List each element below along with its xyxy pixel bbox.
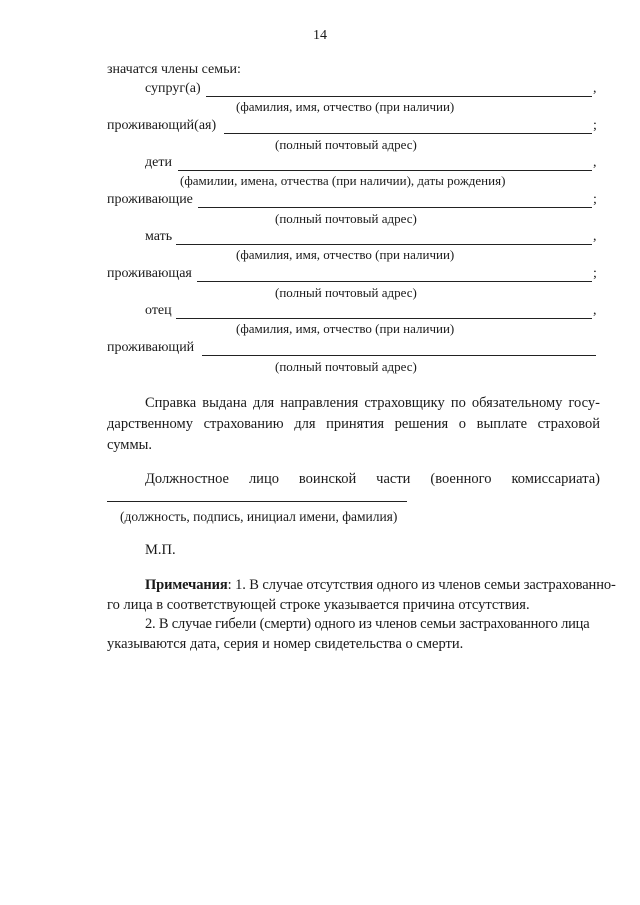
mother-caption: (фамилия, имя, отчество (при наличии): [236, 247, 455, 262]
children-line[interactable]: [178, 170, 592, 171]
page-number: 14: [313, 28, 327, 43]
official-signature-line[interactable]: [107, 501, 407, 502]
official-text: Должностное лицо воинской части (военного комиссариата): [145, 471, 600, 487]
certificate-line-2: дарственному страхованию для принятия решения о выплате страховой: [107, 416, 600, 432]
stamp-placeholder: М.П.: [145, 542, 176, 558]
children-label: дети: [145, 155, 172, 170]
spouse-address-end: ;: [593, 118, 597, 133]
notes-title: Примечания: [145, 577, 228, 593]
notes-item-1a: : 1. В случае отсутствия одного из членов семьи застрахованно-: [227, 577, 616, 593]
children-address-label: проживающие: [107, 192, 193, 207]
mother-address-end: ;: [593, 266, 597, 281]
children-address-end: ;: [593, 192, 597, 207]
spouse-end: ,: [593, 81, 597, 96]
notes-item-2b: указываются дата, серия и номер свидетельства о смерти.: [107, 636, 464, 652]
mother-line[interactable]: [176, 244, 592, 245]
father-caption: (фамилия, имя, отчество (при наличии): [236, 321, 455, 336]
father-end: ,: [593, 303, 597, 318]
children-address-line[interactable]: [198, 207, 592, 208]
father-line[interactable]: [176, 318, 592, 319]
mother-address-line[interactable]: [197, 281, 592, 282]
notes-item-1b: го лица в соответствующей строке указывается причина отсутствия.: [107, 597, 530, 613]
mother-end: ,: [593, 229, 597, 244]
children-end: ,: [593, 155, 597, 170]
spouse-label: супруг(а): [145, 81, 201, 96]
spouse-caption: (фамилия, имя, отчество (при наличии): [236, 99, 455, 114]
notes-item-2a: 2. В случае гибели (смерти) одного из членов семьи застрахованного лица: [145, 616, 590, 632]
father-address-caption: (полный почтовый адрес): [275, 359, 417, 374]
spouse-line[interactable]: [206, 96, 592, 97]
certificate-line-1: Справка выдана для направления страховщику по обязательному госу-: [145, 395, 600, 411]
spouse-address-line[interactable]: [224, 133, 592, 134]
children-address-caption: (полный почтовый адрес): [275, 211, 417, 226]
mother-address-label: проживающая: [107, 266, 192, 281]
spouse-address-caption: (полный почтовый адрес): [275, 137, 417, 152]
children-caption: (фамилии, имена, отчества (при наличии), даты рождения): [180, 173, 506, 188]
mother-address-caption: (полный почтовый адрес): [275, 285, 417, 300]
intro-text: значатся члены семьи:: [107, 62, 241, 77]
mother-label: мать: [145, 229, 173, 244]
father-label: отец: [145, 303, 172, 318]
notes-line-1: [145, 575, 616, 596]
father-address-line[interactable]: [202, 355, 596, 356]
father-address-label: проживающий: [107, 340, 195, 355]
official-caption: (должность, подпись, инициал имени, фамилия): [120, 509, 398, 524]
spouse-address-label: проживающий(ая): [107, 118, 217, 133]
certificate-line-3: суммы.: [107, 437, 153, 453]
